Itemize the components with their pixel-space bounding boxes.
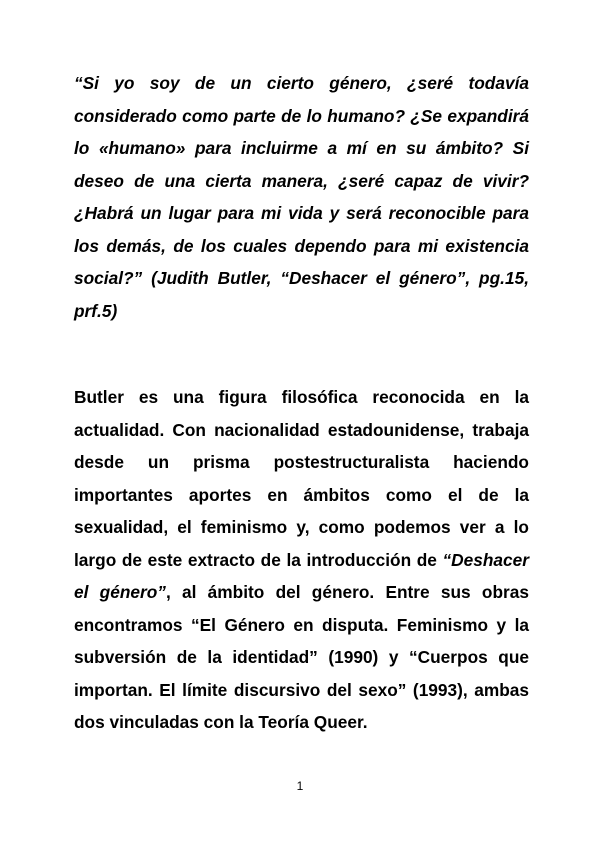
body-paragraph-text-2: , al ámbito del género. Entre sus obras encontramos “El Género en disputa. Feminismo y la subversión de la identidad” (1990) y “Cuerpos que importan. El límite discursivo del sexo” (1993), ambas dos vinculadas con la Teoría Queer. (74, 582, 529, 732)
page-number: 1 (296, 779, 304, 793)
body-paragraph (74, 381, 529, 739)
body-paragraph-text-1: Butler es una figura filosófica reconocida en la actualidad. Con nacionalidad estadounidense, trabaja desde un prisma postestructuralista haciendo importantes aportes en ámbitos como el de la sexualidad, el feminismo y, como podemos ver a lo largo de este extracto de la introducción de (74, 387, 529, 570)
book-title: “Deshacer el género” (74, 549, 529, 602)
opening-quote: “Si yo soy de un cierto género, ¿seré todavía considerado como parte de lo humano? ¿Se expandirá lo «humano» para incluirme a mí en su ámbito? Si deseo de una cierta manera, ¿seré capaz de vivir? ¿Habrá un lugar para mi vida y será reconocible para los demás, de los cuales dependo para mi existencia social?” (Judith Butler, “Deshacer el género”, pg.15, prf.5) (74, 73, 529, 321)
